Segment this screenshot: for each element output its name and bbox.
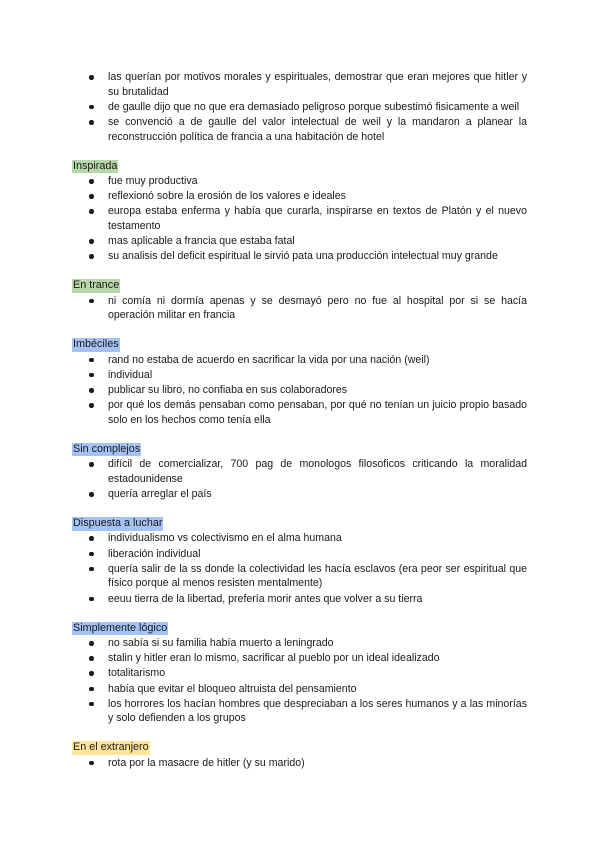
bullet-item: stalin y hitler eran lo mismo, sacrificar al pueblo por un ideal idealizado bbox=[72, 651, 527, 666]
bullet-item: rota por la masacre de hitler (y su marido) bbox=[72, 756, 527, 771]
section-heading-row bbox=[72, 157, 527, 174]
bullet-item: reflexionó sobre la erosión de los valores e ideales bbox=[72, 189, 527, 204]
bullet-item: por qué los demás pensaban como pensaban, por qué no tenían un juicio propio basado solo en los hechos como tenía ella bbox=[72, 398, 527, 427]
bullet-item: de gaulle dijo que no que era demasiado peligroso porque subestimó fisicamente a weil bbox=[72, 100, 527, 115]
section-heading: Inspirada bbox=[73, 159, 118, 172]
bullet-item: no sabía si su familia había muerto a leningrado bbox=[72, 636, 527, 651]
notes-content bbox=[72, 70, 527, 771]
bullet-item: totalitarismo bbox=[72, 666, 527, 681]
section-heading-row bbox=[72, 514, 527, 531]
section-heading-row bbox=[72, 440, 527, 457]
section-bullet-list bbox=[72, 636, 527, 726]
bullet-item: individual bbox=[72, 368, 527, 383]
bullet-item: europa estaba enferma y había que curarla, inspirarse en textos de Platón y el nuevo testamento bbox=[72, 204, 527, 233]
bullet-item: las querían por motivos morales y espirituales, demostrar que eran mejores que hitler y su brutalidad bbox=[72, 70, 527, 99]
section-bullet-list bbox=[72, 756, 527, 771]
section-bullet-list bbox=[72, 531, 527, 606]
section-heading-row bbox=[72, 738, 527, 755]
bullet-item: había que evitar el bloqueo altruista del pensamiento bbox=[72, 682, 527, 697]
bullet-item: liberación individual bbox=[72, 547, 527, 562]
bullet-item: su analisis del deficit espiritual le sirvió pata una producción intelectual muy grande bbox=[72, 249, 527, 264]
section-heading-row bbox=[72, 335, 527, 352]
bullet-item: quería salir de la ss donde la colectividad les hacía esclavos (era peor ser espiritual que físico porque al menos resisten mentalmente) bbox=[72, 562, 527, 591]
section-heading: En trance bbox=[73, 279, 120, 292]
section-bullet-list bbox=[72, 294, 527, 323]
bullet-item: rand no estaba de acuerdo en sacrificar la vida por una nación (weil) bbox=[72, 353, 527, 368]
bullet-item: quería arreglar el país bbox=[72, 487, 527, 502]
section-heading: En el extranjero bbox=[73, 741, 149, 754]
section-heading: Sin complejos bbox=[73, 442, 141, 455]
intro-bullet-list bbox=[72, 70, 527, 144]
bullet-item: eeuu tierra de la libertad, prefería morir antes que volver a su tierra bbox=[72, 592, 527, 607]
section-heading-row bbox=[72, 276, 527, 293]
section-heading-row bbox=[72, 619, 527, 636]
bullet-item: fue muy productiva bbox=[72, 174, 527, 189]
bullet-item: mas aplicable a francia que estaba fatal bbox=[72, 234, 527, 249]
bullet-item: los horrores los hacían hombres que despreciaban a los seres humanos y a las minorías y solo defienden a los grupos bbox=[72, 697, 527, 726]
section-bullet-list bbox=[72, 174, 527, 264]
bullet-item: individualismo vs colectivismo en el alma humana bbox=[72, 531, 527, 546]
section-heading: Dispuesta a luchar bbox=[73, 517, 163, 530]
section-bullet-list bbox=[72, 353, 527, 428]
section-heading: Simplemente lógico bbox=[73, 621, 168, 634]
section-bullet-list bbox=[72, 457, 527, 501]
section-heading: Imbéciles bbox=[73, 338, 119, 351]
bullet-item: ni comía ni dormía apenas y se desmayó pero no fue al hospital por si se hacía operación militar en francia bbox=[72, 294, 527, 323]
bullet-item: difícil de comercializar, 700 pag de monologos filosoficos criticando la moralidad estadounidense bbox=[72, 457, 527, 486]
bullet-item: se convenció a de gaulle del valor intelectual de weil y la mandaron a planear la reconstrucción política de francia a una habitación de hotel bbox=[72, 115, 527, 144]
bullet-item: publicar su libro, no confiaba en sus colaboradores bbox=[72, 383, 527, 398]
